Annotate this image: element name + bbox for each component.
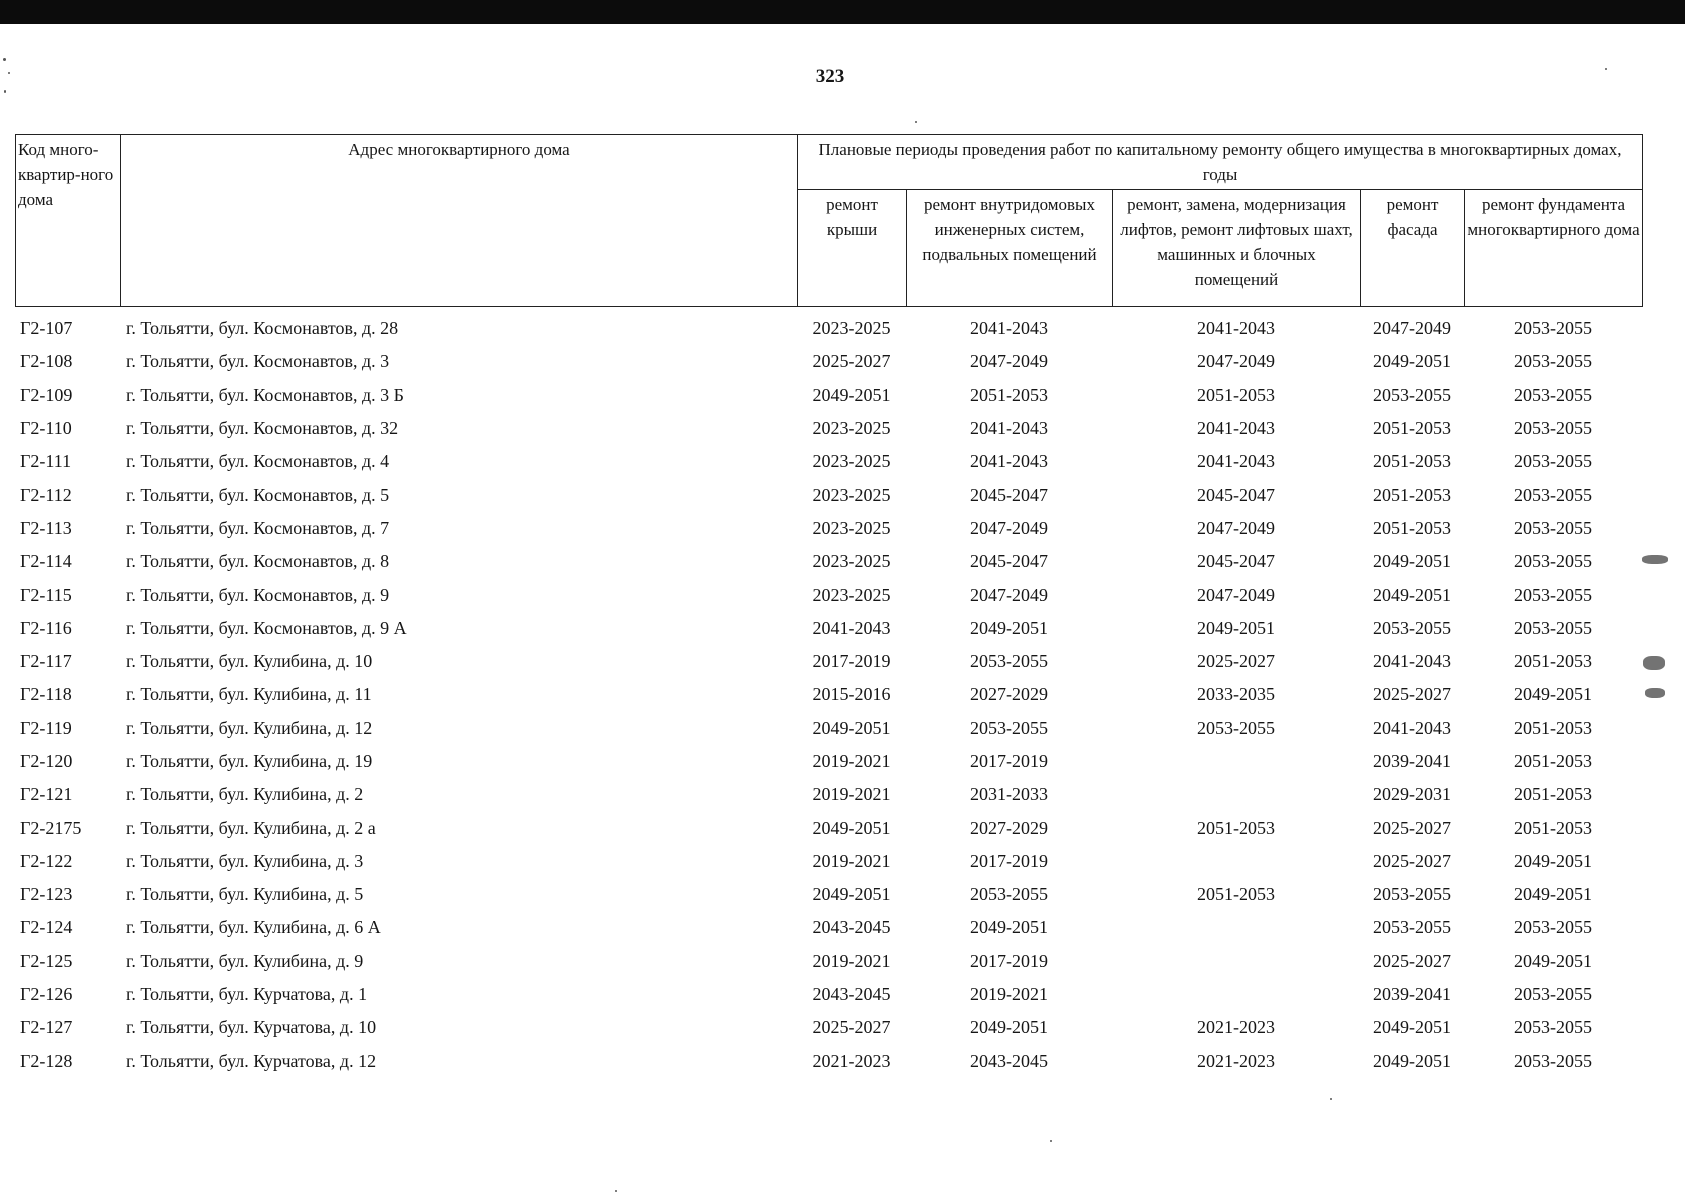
cell-foundation: 2049-2051 [1514,950,1592,971]
table-row [15,911,1642,944]
cell-address: г. Тольятти, бул. Космонавтов, д. 32 [126,418,399,439]
scan-top-border [0,0,1685,24]
cell-foundation: 2053-2055 [1514,617,1592,638]
cell-address: г. Тольятти, бул. Курчатова, д. 1 [126,984,368,1005]
cell-address: г. Тольятти, бул. Кулибина, д. 6 А [126,917,381,938]
cell-facade: 2029-2031 [1373,784,1451,805]
cell-engineering: 2049-2051 [970,917,1048,938]
cell-foundation: 2049-2051 [1514,684,1592,705]
cell-address: г. Тольятти, бул. Кулибина, д. 2 а [126,817,376,838]
cell-facade: 2049-2051 [1373,584,1451,605]
cell-address: г. Тольятти, бул. Космонавтов, д. 3 Б [126,384,404,405]
cell-address: г. Тольятти, бул. Кулибина, д. 3 [126,850,364,871]
cell-engineering: 2041-2043 [970,418,1048,439]
cell-foundation: 2053-2055 [1514,1050,1592,1071]
cell-facade: 2041-2043 [1373,651,1451,672]
cell-engineering: 2049-2051 [970,617,1048,638]
cell-roof: 2023-2025 [812,451,891,472]
cell-roof: 2023-2025 [812,584,891,605]
cell-elevators: 2021-2023 [1197,1050,1275,1071]
table-row [15,545,1642,578]
cell-engineering: 2047-2049 [970,517,1048,538]
cell-code: Г2-113 [20,517,72,538]
cell-code: Г2-122 [20,850,73,871]
header-code: Код много-квартир-ного дома [16,135,121,307]
table-row [15,612,1642,645]
table-row [15,412,1642,445]
cell-elevators: 2053-2055 [1197,717,1275,738]
cell-foundation: 2053-2055 [1514,484,1592,505]
cell-engineering: 2041-2043 [970,451,1048,472]
cell-code: Г2-118 [20,684,72,705]
cell-engineering: 2053-2055 [970,651,1048,672]
table-row [15,578,1642,611]
cell-elevators: 2051-2053 [1197,384,1275,405]
cell-elevators: 2041-2043 [1197,418,1275,439]
cell-engineering: 2043-2045 [970,1050,1048,1071]
header-facade: ремонт фасада [1361,190,1465,307]
cell-address: г. Тольятти, бул. Космонавтов, д. 8 [126,551,390,572]
cell-code: Г2-124 [20,917,73,938]
cell-foundation: 2053-2055 [1514,917,1592,938]
cell-elevators: 2041-2043 [1197,451,1275,472]
header-elevators: ремонт, замена, модернизация лифтов, ремонт лифтовых шахт, машинных и блочных помещений [1113,190,1361,307]
cell-address: г. Тольятти, бул. Кулибина, д. 10 [126,651,373,672]
cell-address: г. Тольятти, бул. Кулибина, д. 19 [126,751,373,771]
cell-facade: 2053-2055 [1373,384,1451,405]
cell-elevators: 2025-2027 [1197,651,1275,672]
cell-engineering: 2049-2051 [970,1017,1048,1038]
cell-roof: 2023-2025 [812,318,891,339]
cell-roof: 2049-2051 [812,384,891,405]
cell-roof: 2043-2045 [812,984,891,1005]
table-row [15,678,1642,711]
cell-code: Г2-119 [20,717,72,738]
cell-roof: 2041-2043 [812,617,891,638]
cell-elevators [1112,978,1360,1011]
cell-foundation: 2053-2055 [1514,517,1592,538]
cell-foundation: 2051-2053 [1514,751,1592,771]
cell-facade: 2025-2027 [1373,684,1451,705]
cell-foundation: 2053-2055 [1514,418,1592,439]
cell-address: г. Тольятти, бул. Кулибина, д. 11 [126,684,372,705]
table-row [15,878,1642,911]
table-row [15,345,1642,378]
cell-facade: 2053-2055 [1373,617,1451,638]
cell-facade: 2051-2053 [1373,418,1451,439]
cell-engineering: 2027-2029 [970,684,1048,705]
table-row [15,478,1642,511]
cell-code: Г2-115 [20,584,72,605]
cell-foundation: 2053-2055 [1514,551,1592,572]
cell-facade: 2025-2027 [1373,817,1451,838]
cell-roof: 2015-2016 [812,684,891,705]
cell-code: Г2-128 [20,1050,73,1071]
cell-elevators: 2045-2047 [1197,551,1275,572]
cell-foundation: 2049-2051 [1514,884,1592,905]
header-engineering: ремонт внутридомовых инженерных систем, подвальных помещений [907,190,1113,307]
cell-facade: 2025-2027 [1373,950,1451,971]
cell-foundation: 2051-2053 [1514,817,1592,838]
table-row [15,312,1642,345]
cell-elevators [1112,845,1360,878]
cell-facade: 2051-2053 [1373,484,1451,505]
cell-roof: 2049-2051 [812,717,891,738]
cell-roof: 2049-2051 [812,817,891,838]
table-row [15,1045,1642,1078]
table-row [15,811,1642,844]
table-row [15,445,1642,478]
cell-roof: 2019-2021 [812,850,891,871]
page-number: 323 [815,66,845,87]
header-foundation: ремонт фундамента многоквартирного дома [1465,190,1643,307]
table-row [15,645,1642,678]
cell-facade: 2049-2051 [1373,351,1451,372]
cell-foundation: 2053-2055 [1514,351,1592,372]
cell-code: Г2-110 [20,418,72,439]
cell-code: Г2-117 [20,651,72,672]
cell-code: Г2-114 [20,551,72,572]
cell-facade: 2049-2051 [1373,551,1451,572]
cell-facade: 2053-2055 [1373,884,1451,905]
cell-foundation: 2053-2055 [1514,384,1592,405]
header-roof: ремонт крыши [798,190,907,307]
table-row [15,778,1642,811]
cell-code: Г2-123 [20,884,73,905]
cell-foundation: 2053-2055 [1514,318,1592,339]
cell-elevators: 2047-2049 [1197,584,1275,605]
cell-facade: 2039-2041 [1373,984,1451,1005]
cell-code: Г2-121 [20,784,73,805]
cell-address: г. Тольятти, бул. Космонавтов, д. 5 [126,484,390,505]
cell-code: Г2-126 [20,984,73,1005]
cell-foundation: 2053-2055 [1514,1017,1592,1038]
cell-elevators [1112,778,1360,811]
cell-code: Г2-112 [20,484,72,505]
cell-foundation: 2053-2055 [1514,984,1592,1005]
cell-facade: 2025-2027 [1373,850,1451,871]
cell-code: Г2-107 [20,318,73,339]
cell-elevators: 2033-2035 [1197,684,1275,705]
cell-address: г. Тольятти, бул. Космонавтов, д. 9 А [126,617,407,638]
cell-roof: 2023-2025 [812,517,891,538]
cell-facade: 2051-2053 [1373,517,1451,538]
cell-elevators [1112,745,1360,778]
cell-roof: 2043-2045 [812,917,891,938]
table-row [15,712,1642,745]
cell-code: Г2-111 [20,451,72,472]
cell-roof: 2025-2027 [812,1017,891,1038]
cell-roof: 2019-2021 [812,784,891,805]
cell-roof: 2021-2023 [812,1050,891,1071]
cell-code: Г2-108 [20,351,73,372]
cell-engineering: 2019-2021 [970,984,1048,1005]
cell-address: г. Тольятти, бул. Космонавтов, д. 9 [126,584,390,605]
cell-roof: 2023-2025 [812,484,891,505]
cell-roof: 2019-2021 [812,950,891,971]
table-row [15,1011,1642,1044]
cell-foundation: 2049-2051 [1514,850,1592,871]
cell-code: Г2-2175 [20,817,82,838]
cell-address: г. Тольятти, бул. Космонавтов, д. 4 [126,451,390,472]
cell-address: г. Тольятти, бул. Кулибина, д. 9 [126,950,364,971]
cell-roof: 2023-2025 [812,551,891,572]
table-header [15,134,1643,307]
cell-elevators: 2047-2049 [1197,517,1275,538]
cell-facade: 2049-2051 [1373,1017,1451,1038]
table-body [15,312,1642,1078]
cell-foundation: 2051-2053 [1514,717,1592,738]
cell-facade: 2039-2041 [1373,751,1451,771]
cell-facade: 2051-2053 [1373,451,1451,472]
cell-address: г. Тольятти, бул. Курчатова, д. 10 [126,1017,377,1038]
cell-facade: 2049-2051 [1373,1050,1451,1071]
cell-engineering: 2031-2033 [970,784,1048,805]
cell-elevators: 2051-2053 [1197,817,1275,838]
cell-address: г. Тольятти, бул. Кулибина, д. 2 [126,784,364,805]
cell-elevators: 2041-2043 [1197,318,1275,339]
cell-code: Г2-116 [20,617,72,638]
cell-address: г. Тольятти, бул. Космонавтов, д. 7 [126,517,390,538]
cell-engineering: 2041-2043 [970,318,1048,339]
cell-engineering: 2047-2049 [970,584,1048,605]
table-row [15,379,1642,412]
cell-engineering: 2017-2019 [970,751,1048,771]
cell-foundation: 2051-2053 [1514,651,1592,672]
cell-engineering: 2045-2047 [970,551,1048,572]
cell-code: Г2-109 [20,384,73,405]
cell-elevators [1112,945,1360,978]
cell-engineering: 2047-2049 [970,351,1048,372]
cell-elevators: 2049-2051 [1197,617,1275,638]
cell-code: Г2-127 [20,1017,73,1038]
cell-foundation: 2051-2053 [1514,784,1592,805]
cell-engineering: 2027-2029 [970,817,1048,838]
header-address: Адрес многоквартирного дома [121,135,798,307]
cell-address: г. Тольятти, бул. Кулибина, д. 5 [126,884,364,905]
cell-elevators [1112,911,1360,944]
cell-address: г. Тольятти, бул. Кулибина, д. 12 [126,717,373,738]
cell-code: Г2-125 [20,950,73,971]
cell-engineering: 2053-2055 [970,717,1048,738]
cell-elevators: 2047-2049 [1197,351,1275,372]
cell-facade: 2041-2043 [1373,717,1451,738]
table-row [15,978,1642,1011]
table-row [15,512,1642,545]
cell-address: г. Тольятти, бул. Космонавтов, д. 3 [126,351,390,372]
cell-roof: 2019-2021 [812,751,891,771]
cell-elevators: 2021-2023 [1197,1017,1275,1038]
table-row [15,845,1642,878]
cell-roof: 2025-2027 [812,351,891,372]
cell-engineering: 2017-2019 [970,950,1048,971]
table-row [15,945,1642,978]
cell-roof: 2023-2025 [812,418,891,439]
cell-facade: 2053-2055 [1373,917,1451,938]
cell-engineering: 2017-2019 [970,850,1048,871]
cell-foundation: 2053-2055 [1514,584,1592,605]
cell-elevators: 2045-2047 [1197,484,1275,505]
table-row [15,745,1642,778]
data-table [15,312,1642,1078]
cell-address: г. Тольятти, бул. Курчатова, д. 12 [126,1050,377,1071]
cell-roof: 2049-2051 [812,884,891,905]
cell-facade: 2047-2049 [1373,318,1451,339]
cell-roof: 2017-2019 [812,651,891,672]
header-periods-group: Плановые периоды проведения работ по капитальному ремонту общего имущества в многоквартирных домах, годы [798,135,1643,190]
cell-elevators: 2051-2053 [1197,884,1275,905]
cell-engineering: 2053-2055 [970,884,1048,905]
cell-engineering: 2051-2053 [970,384,1048,405]
cell-engineering: 2045-2047 [970,484,1048,505]
cell-foundation: 2053-2055 [1514,451,1592,472]
cell-code: Г2-120 [20,751,73,771]
cell-address: г. Тольятти, бул. Космонавтов, д. 28 [126,318,399,339]
